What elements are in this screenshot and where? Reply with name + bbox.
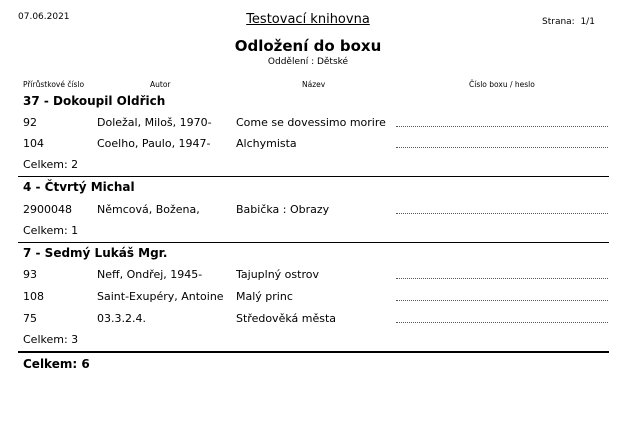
row-accession: 2900048 [23, 203, 72, 216]
column-header-title: Název [302, 80, 326, 89]
row-title: Tajuplný ostrov [236, 268, 319, 281]
group-divider [18, 242, 609, 243]
page-label: Strana: [542, 17, 575, 27]
department-label: Oddělení : Dětské [267, 57, 349, 67]
column-header-author: Autor [150, 80, 171, 89]
report-title: Odložení do boxu [234, 37, 382, 55]
row-author: 03.3.2.4. [97, 312, 146, 325]
row-author: Neff, Ondřej, 1945- [97, 268, 203, 281]
group-heading: 7 - Sedmý Lukáš Mgr. [23, 246, 168, 260]
row-title: Come se dovessimo morire [236, 116, 386, 129]
group-divider [18, 176, 609, 177]
row-accession: 108 [23, 290, 44, 303]
row-accession: 92 [23, 116, 37, 129]
grand-total: Celkem: 6 [23, 357, 90, 371]
row-author: Saint-Exupéry, Antoine [97, 290, 224, 303]
row-author: Němcová, Božena, [97, 203, 200, 216]
box-field-blank [396, 278, 608, 279]
row-accession: 75 [23, 312, 37, 325]
box-field-blank [396, 300, 608, 301]
group-heading: 37 - Dokoupil Oldřich [23, 94, 166, 108]
box-field-blank [396, 126, 608, 127]
box-field-blank [396, 213, 608, 214]
box-field-blank [396, 147, 608, 148]
row-title: Středověká města [236, 312, 337, 325]
row-accession: 104 [23, 137, 44, 150]
report-date: 07.06.2021 [18, 12, 70, 22]
row-title: Malý princ [236, 290, 293, 303]
row-title: Alchymista [236, 137, 297, 150]
column-header-box: Číslo boxu / heslo [469, 80, 535, 89]
row-accession: 93 [23, 268, 37, 281]
row-author: Coelho, Paulo, 1947- [97, 137, 211, 150]
total-divider [18, 351, 609, 353]
row-author: Doležal, Miloš, 1970- [97, 116, 212, 129]
library-name: Testovací knihovna [246, 12, 370, 27]
group-heading: 4 - Čtvrtý Michal [23, 180, 135, 194]
row-title: Babička : Obrazy [236, 203, 330, 216]
box-field-blank [396, 322, 608, 323]
page-value: 1/1 [580, 17, 595, 27]
column-header-accession: Přírůstkové číslo [23, 80, 85, 89]
page-indicator [542, 17, 595, 27]
group-subtotal: Celkem: 2 [23, 158, 79, 171]
group-subtotal: Celkem: 3 [23, 333, 79, 346]
group-subtotal: Celkem: 1 [23, 224, 79, 237]
